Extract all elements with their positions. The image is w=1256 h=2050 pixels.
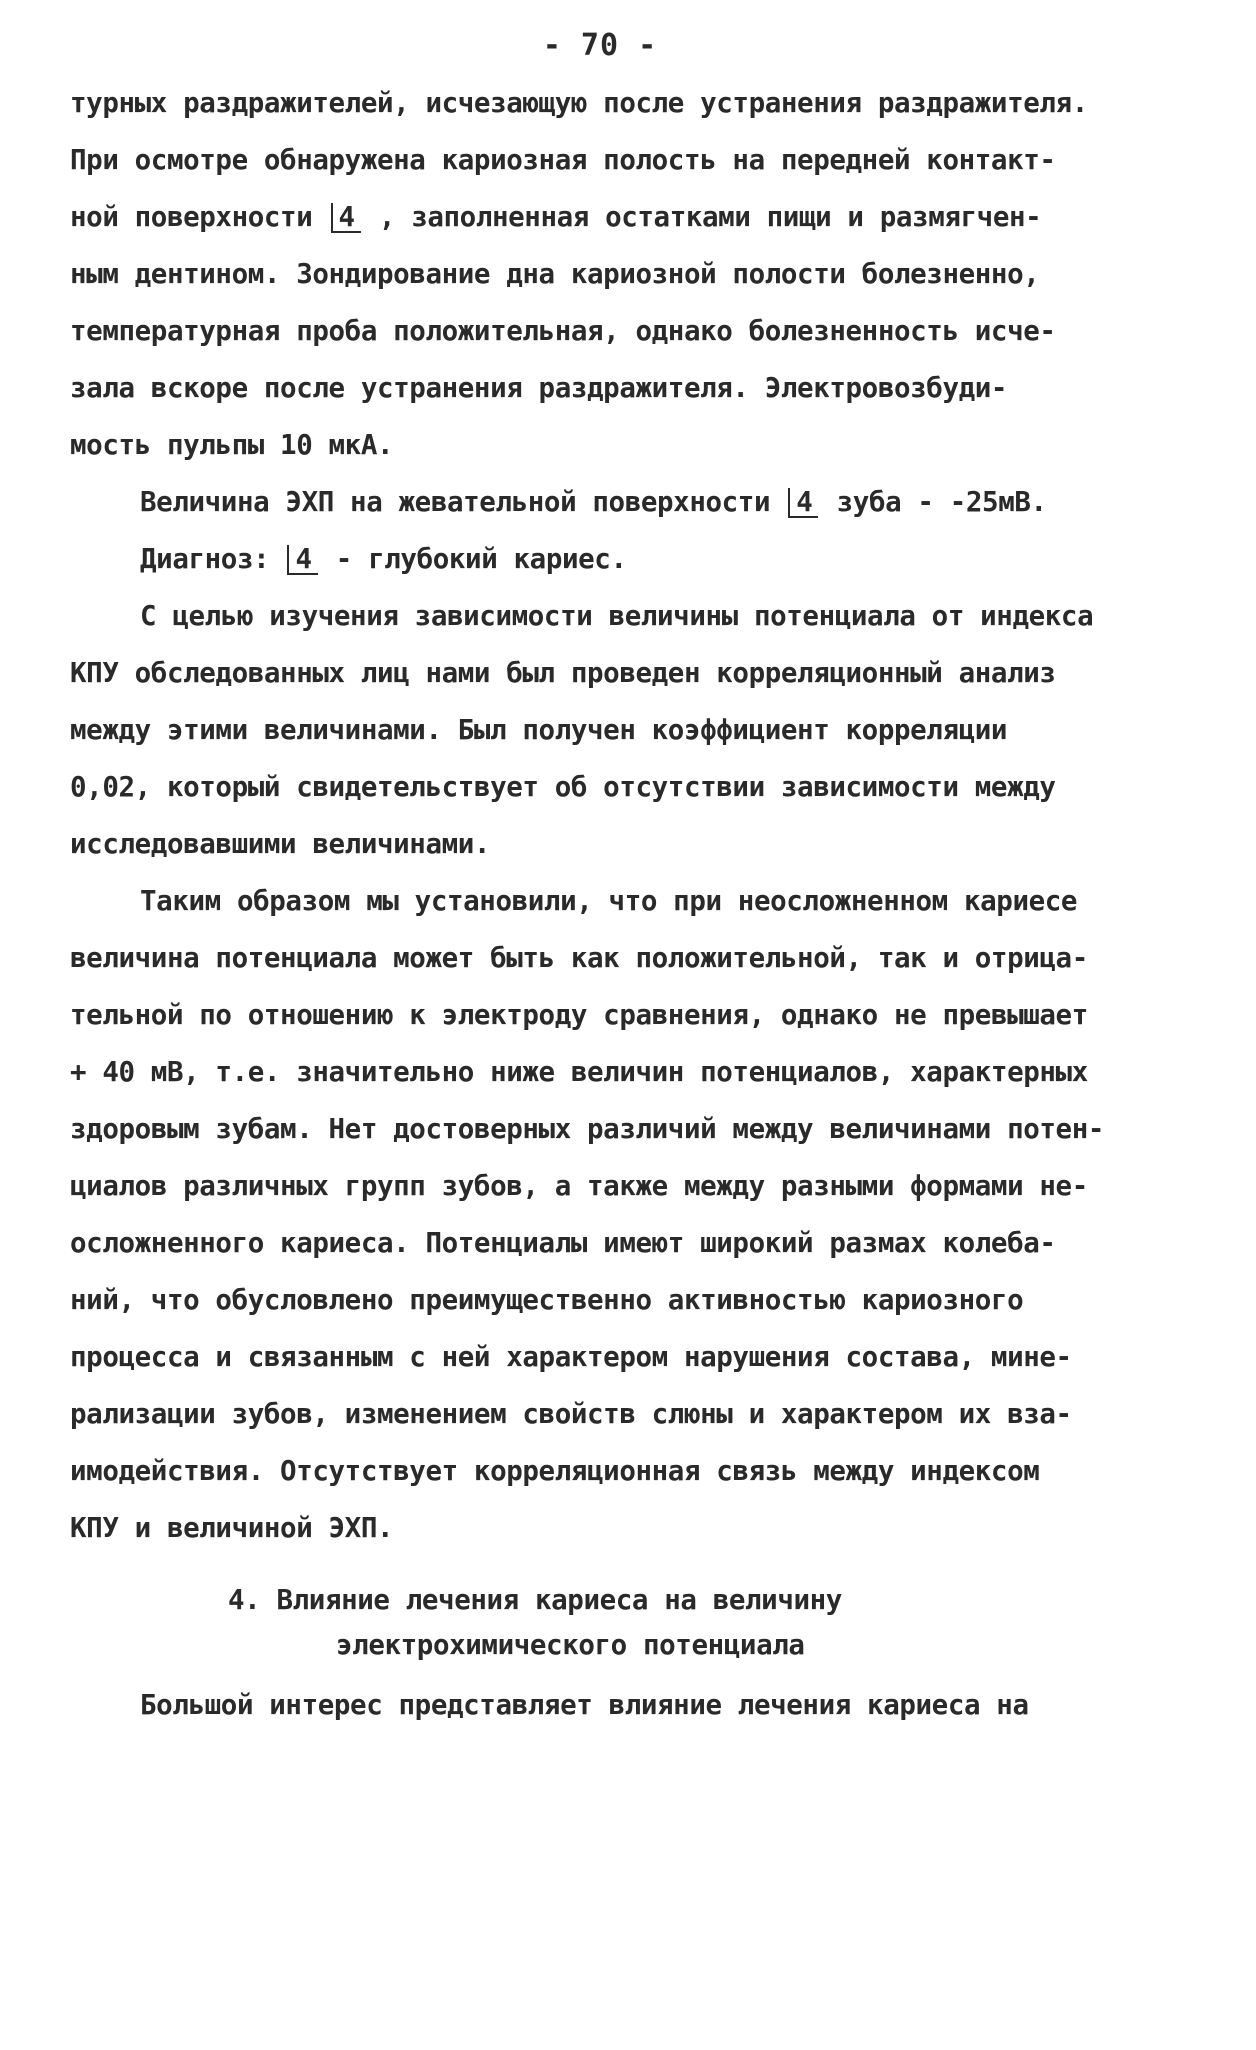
tooth-notation: 4 <box>331 203 361 233</box>
text-line <box>70 200 1041 234</box>
text-line: величина потенциала может быть как положительной, так и отрица- <box>70 942 1088 974</box>
text-line: тельной по отношению к электроду сравнения, однако не превышает <box>70 999 1088 1031</box>
text-line: между этими величинами. Был получен коэффициент корреляции <box>70 714 1008 746</box>
text-line: 0,02, который свидетельствует об отсутствии зависимости между <box>70 771 1056 803</box>
text-line: КПУ и величиной ЭХП. <box>70 1512 394 1544</box>
text-line: температурная проба положительная, однако болезненность исче- <box>70 315 1056 347</box>
text-line: ным дентином. Зондирование дна кариозной полости болезненно, <box>70 258 1040 290</box>
page-number: - 70 - <box>542 28 658 63</box>
text-fragment: , заполненная остатками пищи и размягчен- <box>378 201 1042 233</box>
text-line: ний, что обусловлено преимущественно активностью кариозного <box>70 1284 1024 1316</box>
text-line: имодействия. Отсутствует корреляционная связь между индексом <box>70 1455 1040 1487</box>
text-line: рализации зубов, изменением свойств слюны и характером их вза- <box>70 1398 1072 1430</box>
heading-line: электрохимического потенциала <box>336 1629 805 1661</box>
text-line: мость пульпы 10 мкА. <box>70 429 394 461</box>
text-line: процесса и связанным с ней характером нарушения состава, мине- <box>70 1341 1072 1373</box>
text-fragment: ной поверхности <box>70 201 313 233</box>
text-line: исследовавшими величинами. <box>70 828 491 860</box>
text-line: Таким образом мы установили, что при неосложненном кариесе <box>140 885 1078 917</box>
text-line: зала вскоре после устранения раздражителя. Электровозбуди- <box>70 372 1008 404</box>
tooth-notation: 4 <box>287 545 317 575</box>
tooth-notation: 4 <box>788 488 818 518</box>
text-line <box>140 542 627 576</box>
text-line: циалов различных групп зубов, а также между разными формами не- <box>70 1170 1088 1202</box>
text-fragment: зуба - -25мВ. <box>836 486 1047 518</box>
text-fragment: Величина ЭХП на жевательной поверхности <box>140 486 771 518</box>
text-line: С целью изучения зависимости величины потенциала от индекса <box>140 600 1094 632</box>
text-line: + 40 мВ, т.е. значительно ниже величин потенциалов, характерных <box>70 1056 1088 1088</box>
text-line: При осмотре обнаружена кариозная полость на передней контакт- <box>70 144 1056 176</box>
text-fragment: - глубокий кариес. <box>335 543 627 575</box>
text-line: Большой интерес представляет влияние лечения кариеса на <box>140 1689 1029 1721</box>
heading-line: 4. Влияние лечения кариеса на величину <box>228 1584 842 1616</box>
text-line <box>140 485 1047 519</box>
text-fragment: Диагноз: <box>140 543 270 575</box>
text-line: осложненного кариеса. Потенциалы имеют широкий размах колеба- <box>70 1227 1056 1259</box>
text-line: здоровым зубам. Нет достоверных различий между величинами потен- <box>70 1113 1105 1145</box>
text-line: турных раздражителей, исчезающую после устранения раздражителя. <box>70 87 1088 119</box>
text-line: КПУ обследованных лиц нами был проведен корреляционный анализ <box>70 657 1056 689</box>
